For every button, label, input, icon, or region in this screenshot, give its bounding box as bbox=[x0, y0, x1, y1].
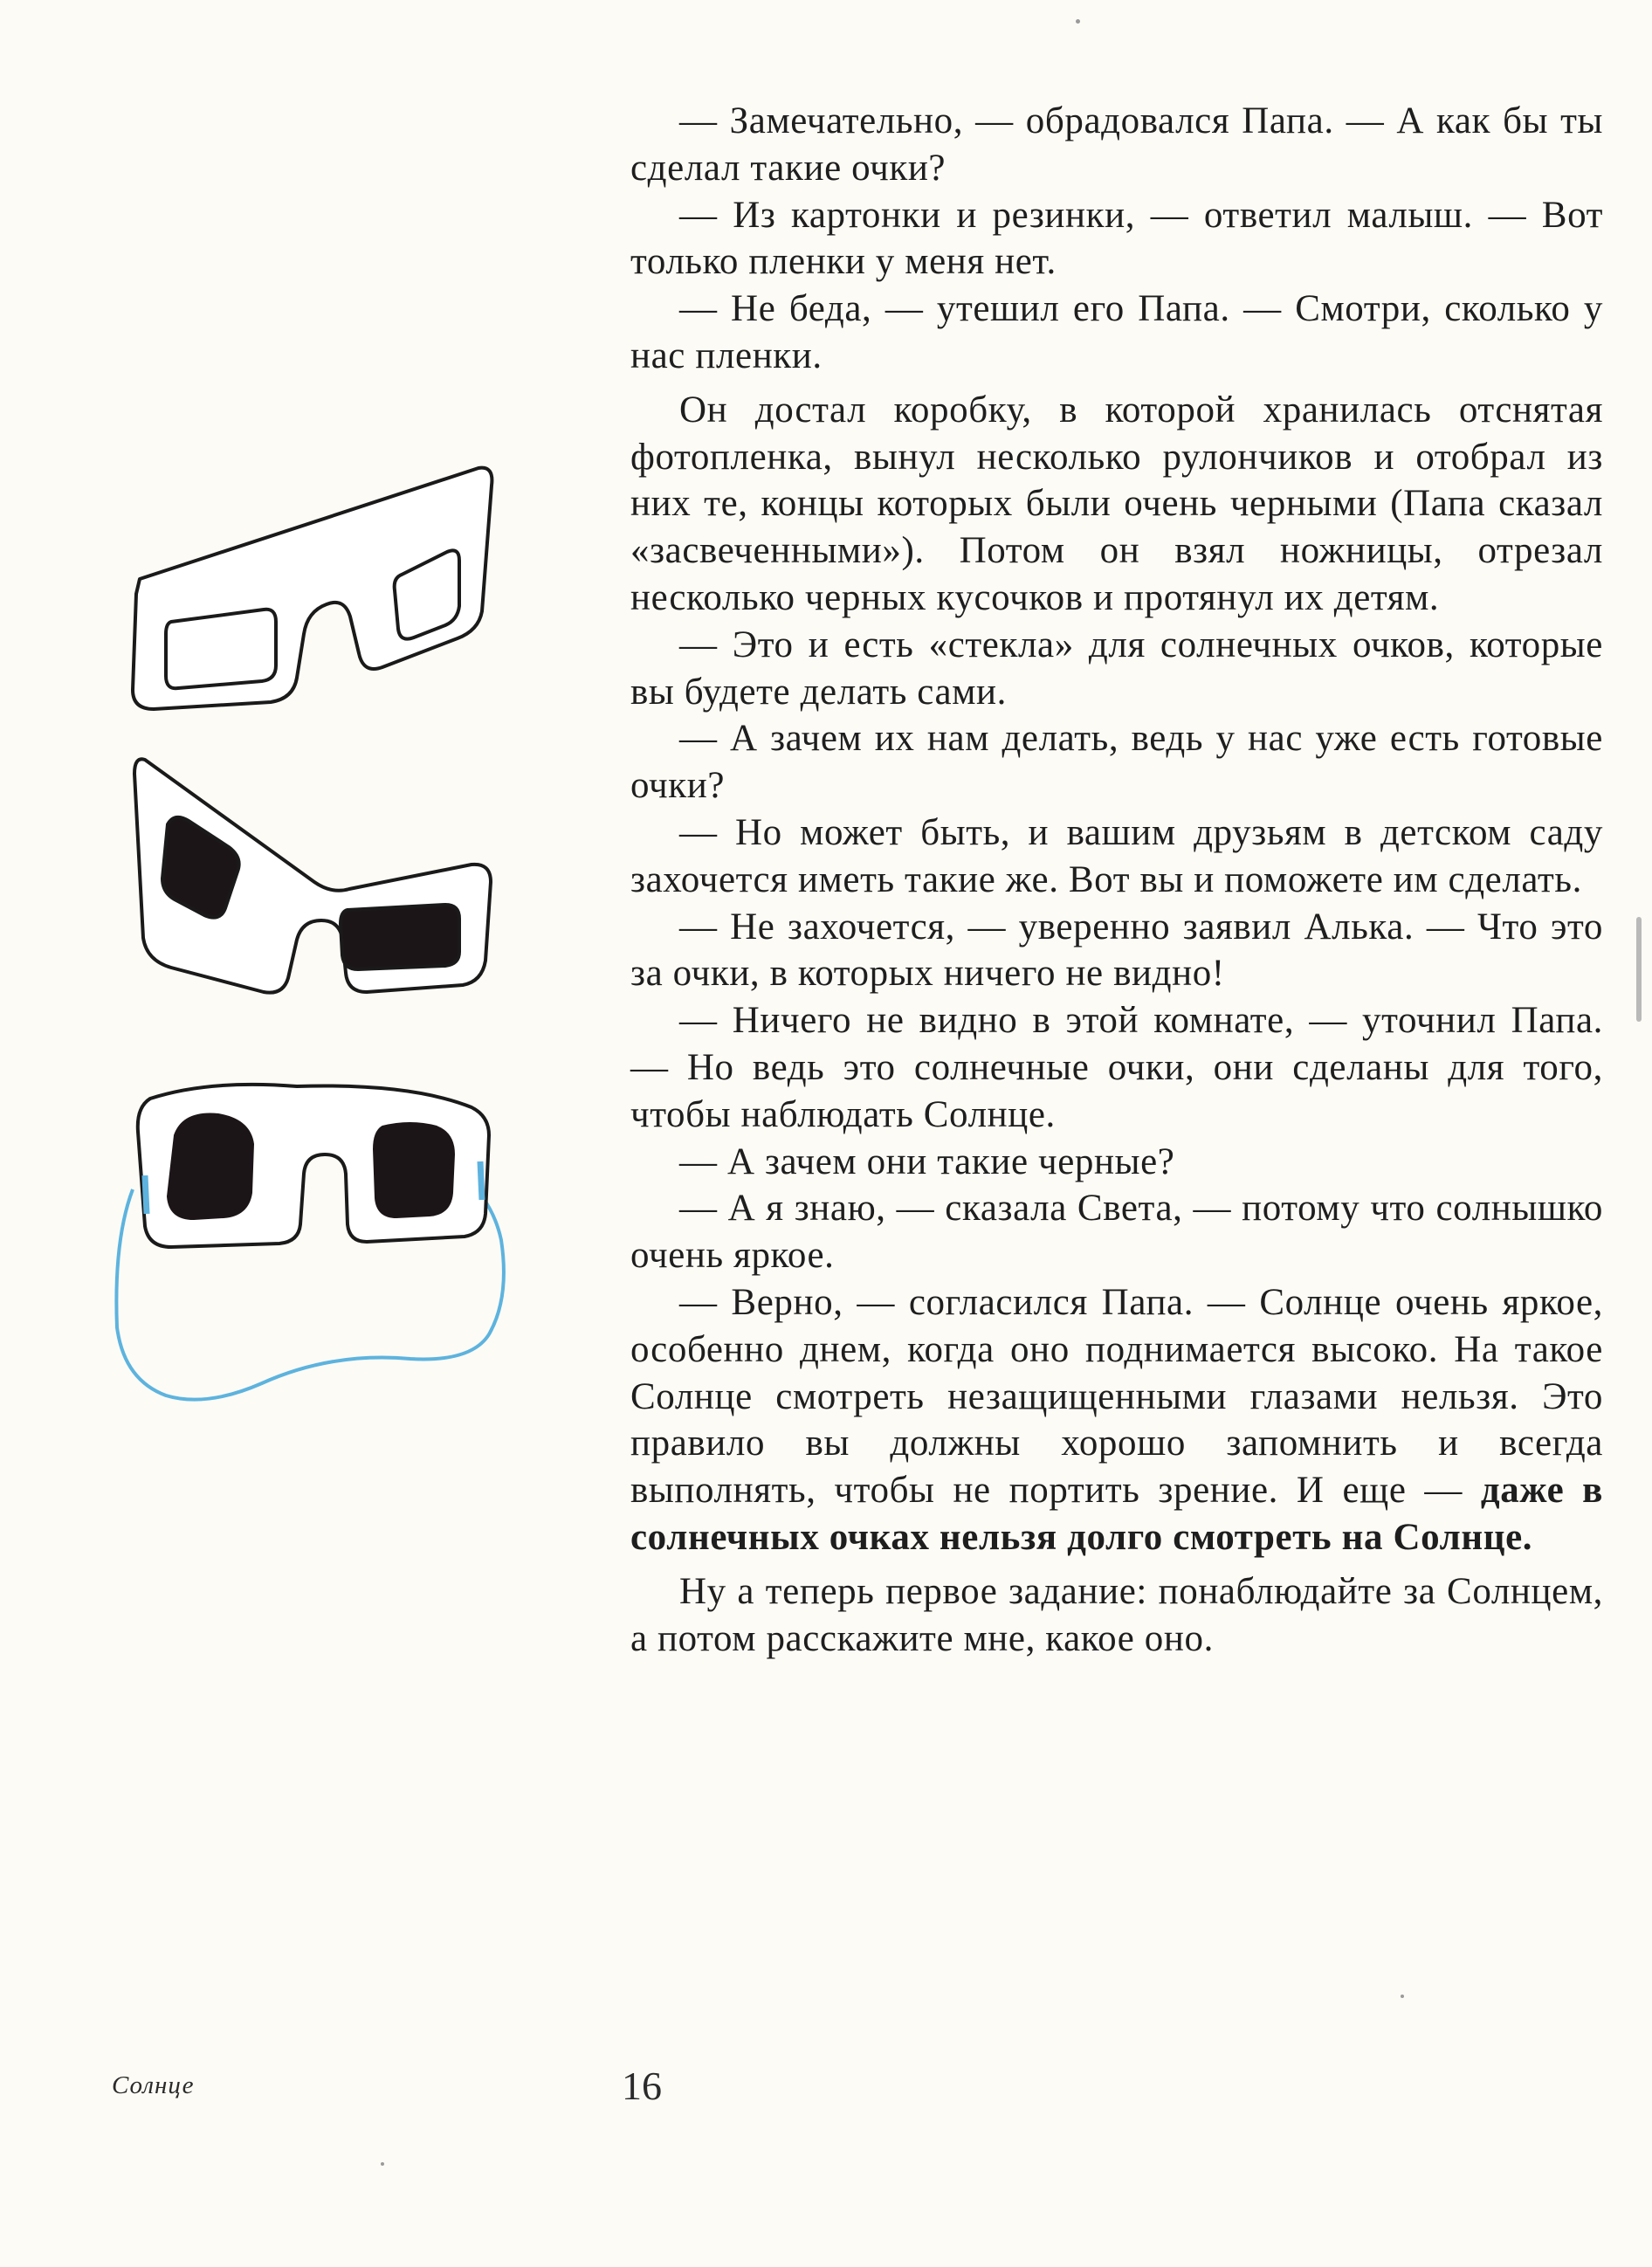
paragraph-13: Ну а теперь первое задание: понаблюдайте за Солнцем, а потом расскажите мне, какое оно. bbox=[630, 1570, 1603, 1659]
print-speck bbox=[381, 2162, 384, 2166]
blank-glasses-left-lens bbox=[166, 610, 276, 688]
film-glasses-drawing bbox=[134, 759, 491, 992]
elastic-glasses-left-lens bbox=[168, 1114, 253, 1220]
paragraph-5: — Это и есть «стекла» для солнечных очков, которые вы будете делать сами. bbox=[630, 624, 1603, 713]
paragraph-2: — Из картонки и резинки, — ответил малыш. — Вот только пленки у меня нет. bbox=[630, 194, 1603, 283]
paragraph-8: — Не захочется, — уверенно заявил Алька. — Что это за очки, в которых ничего не видно! bbox=[630, 906, 1603, 995]
paragraph-12 bbox=[630, 1279, 1603, 1561]
elastic-right-clip bbox=[480, 1161, 482, 1200]
paragraph-4: Он достал коробку, в которой хранилась отснятая фотопленка, вынул несколько рулончиков и отобрал из них те, концы которых были очень черными (Папа сказал «засвеченными»). Потом он взял ножницы, отрезал несколько черных кусочков и протянул их детям. bbox=[630, 389, 1603, 618]
safety-warning-bold: даже в солнечных очках нельзя долго смотреть на Солнце. bbox=[630, 1470, 1603, 1558]
paragraph-10: — А зачем они такие черные? bbox=[679, 1140, 1175, 1182]
paragraph-11: — А я знаю, — сказала Света, — потому что солнышко очень яркое. bbox=[630, 1188, 1603, 1277]
page-number: 16 bbox=[622, 2064, 662, 2108]
paragraph-9: — Ничего не видно в этой комнате, — уточнил Папа. — Но ведь это солнечные очки, они сделаны для того, чтобы наблюдать Солнце. bbox=[630, 1000, 1603, 1135]
paragraph-1: — Замечательно, — обрадовался Папа. — А как бы ты сделал такие очки? bbox=[630, 100, 1603, 189]
paragraph-12-text: — Верно, — согласился Папа. — Солнце очень яркое, особенно днем, когда оно поднимается высоко. На такое Солнце смотреть незащищенными глазами нельзя. Это правило вы должны хорошо запомнить и всегда выполнять, чтобы не портить зрение. И еще — bbox=[630, 1281, 1603, 1512]
film-glasses-right-lens bbox=[341, 905, 459, 969]
section-title-footer: Солнце bbox=[112, 2071, 195, 2099]
story-text bbox=[630, 98, 1603, 1662]
blank-glasses-drawing bbox=[133, 468, 492, 709]
paragraph-6: — А зачем их нам делать, ведь у нас уже есть готовые очки? bbox=[630, 718, 1603, 807]
paragraph-3: — Не беда, — утешил его Папа. — Смотри, сколько у нас пленки. bbox=[630, 288, 1603, 376]
print-speck bbox=[1076, 19, 1080, 24]
elastic-left-clip bbox=[145, 1175, 147, 1214]
elastic-glasses-right-lens bbox=[374, 1123, 454, 1217]
paragraph-7: — Но может быть, и вашим друзьям в детском саду захочется иметь такие же. Вот вы и поможете им сделать. bbox=[630, 811, 1603, 900]
print-speck bbox=[1401, 1995, 1404, 1998]
glasses-illustration bbox=[0, 0, 629, 1485]
print-speck bbox=[1636, 917, 1642, 1022]
elastic-glasses-drawing bbox=[116, 1085, 504, 1400]
